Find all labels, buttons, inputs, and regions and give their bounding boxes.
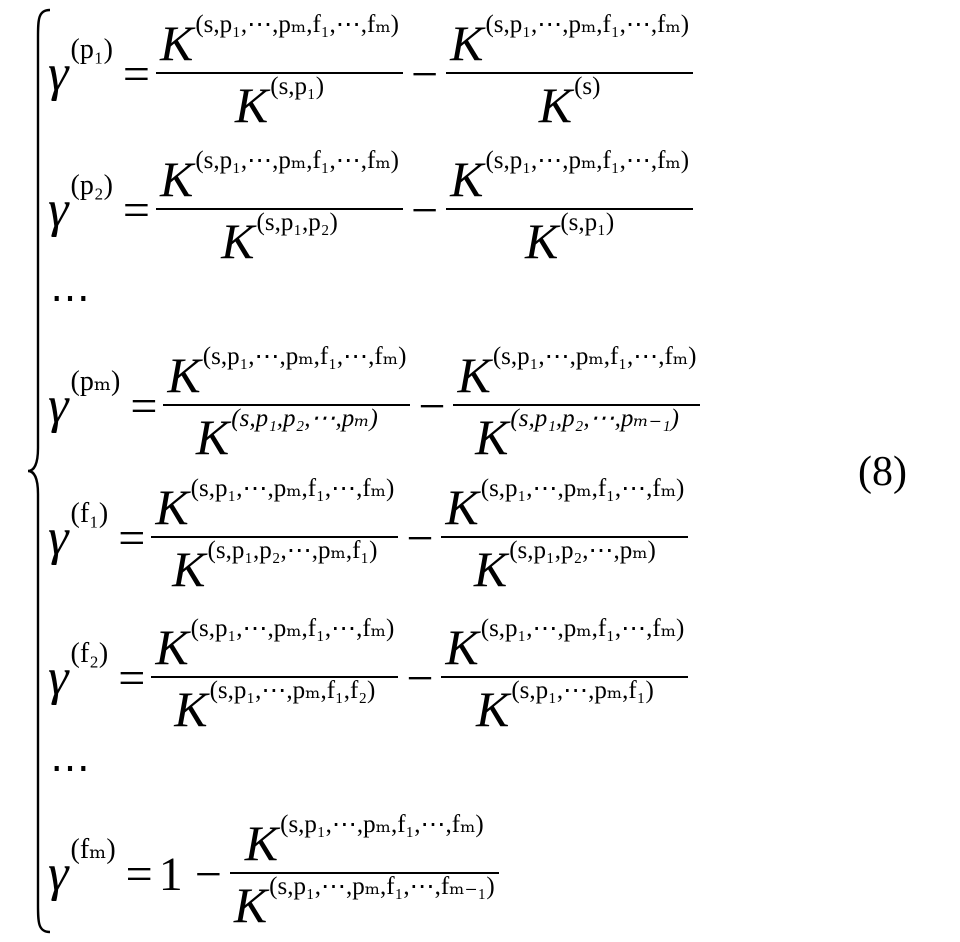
equals-sign: = xyxy=(122,183,150,237)
gamma-superscript: (pₘ) xyxy=(70,366,121,397)
fraction: K (s,p₁,⋯,pₘ,f₁,⋯,fₘ) K (s,p₁,⋯,pₘ,f₁,⋯,fₘ₋₁) xyxy=(230,818,499,930)
equation-row-fm: γ (fₘ) = 1 − K (s,p₁,⋯,pₘ,f₁,⋯,fₘ) K (s,p₁,⋯,pₘ,f₁,⋯,fₘ₋₁) xyxy=(48,810,499,938)
denominator-superscript: (s,p₁,⋯,pₘ,f₁,⋯,fₘ₋₁) xyxy=(269,873,495,900)
minus-sign: − xyxy=(406,511,434,565)
numerator-superscript: (s,p₁,⋯,pₘ,f₁,⋯,fₘ) xyxy=(190,615,395,642)
numerator-superscript: (s,p₁,⋯,pₘ,f₁,⋯,fₘ) xyxy=(480,475,685,502)
denominator-superscript: (s,p₁) xyxy=(560,209,615,236)
numerator-superscript: (s,p₁,⋯,pₘ,f₁,⋯,fₘ) xyxy=(195,11,399,38)
gamma-superscript: (p₁) xyxy=(70,34,113,65)
equation-row-pm: γ (pₘ) = K (s,p₁,⋯,pₘ,f₁,⋯,fₘ) K (s,p₁,p₂,⋯,pₘ) − K (s,p₁,⋯,pₘ,f₁,⋯,fₘ) K (s,p₁,p₂,⋯,pₘ₋₁) xyxy=(48,342,700,470)
fraction-1: K (s,p₁,⋯,pₘ,f₁,⋯,fₘ) K (s,p₁,p₂,⋯,pₘ) xyxy=(163,350,410,462)
equals-sign: = xyxy=(118,651,146,705)
gamma-superscript: (f₁) xyxy=(70,498,109,529)
equals-sign: = xyxy=(122,47,150,101)
equals-sign: = xyxy=(130,379,158,433)
equation-row-f2: γ (f₂) = K (s,p₁,⋯,pₘ,f₁,⋯,fₘ) K (s,p₁,⋯,pₘ,f₁,f₂) − K (s,p₁,⋯,pₘ,f₁,⋯,fₘ) K (s,p₁,⋯,pₘ,f₁) xyxy=(48,614,688,742)
fraction-2: K (s,p₁,⋯,pₘ,f₁,⋯,fₘ) K (s,p₁,⋯,pₘ,f₁) xyxy=(441,622,688,734)
denominator-superscript: (s,p₁) xyxy=(270,73,325,100)
numerator-superscript: (s,p₁,⋯,pₘ,f₁,⋯,fₘ) xyxy=(195,147,399,174)
gamma-superscript: (p₂) xyxy=(70,170,113,201)
fraction-2: K (s,p₁,⋯,pₘ,f₁,⋯,fₘ) K (s,p₁,p₂,⋯,pₘ) xyxy=(441,482,688,594)
numerator-superscript: (s,p₁,⋯,pₘ,f₁,⋯,fₘ) xyxy=(485,11,690,38)
ellipsis: ⋯ xyxy=(50,745,92,790)
gamma-superscript: (f₂) xyxy=(70,638,109,669)
gamma-superscript: (fₘ) xyxy=(70,834,116,865)
minus-sign: − xyxy=(411,183,439,237)
minus-sign: − xyxy=(406,651,434,705)
numerator-superscript: (s,p₁,⋯,pₘ,f₁,⋯,fₘ) xyxy=(190,475,395,502)
fraction-2: K (s,p₁,⋯,pₘ,f₁,⋯,fₘ) K (s) xyxy=(446,18,693,130)
numerator-superscript: (s,p₁,⋯,pₘ,f₁,⋯,fₘ) xyxy=(280,811,484,838)
minus-sign: − xyxy=(418,379,446,433)
denominator-superscript: (s) xyxy=(574,73,601,100)
equals-sign: = xyxy=(118,511,146,565)
fraction-1: K (s,p₁,⋯,pₘ,f₁,⋯,fₘ) K (s,p₁,p₂,⋯,pₘ,f₁) xyxy=(151,482,398,594)
numerator-superscript: (s,p₁,⋯,pₘ,f₁,⋯,fₘ) xyxy=(202,343,407,370)
numerator-superscript: (s,p₁,⋯,pₘ,f₁,⋯,fₘ) xyxy=(492,343,697,370)
denominator-superscript: (s,p₁,⋯,pₘ,f₁,f₂) xyxy=(209,677,376,704)
equation-number: (8) xyxy=(858,449,907,495)
fraction-1: K (s,p₁,⋯,pₘ,f₁,⋯,fₘ) K (s,p₁,p₂) xyxy=(156,154,403,266)
denominator-superscript: (s,p₁,⋯,pₘ,f₁) xyxy=(511,677,654,704)
denominator-superscript: (s,p₁,p₂,⋯,pₘ₋₁) xyxy=(510,405,679,432)
constant-one: 1 xyxy=(158,847,183,901)
denominator-superscript: (s,p₁,p₂,⋯,pₘ) xyxy=(231,405,378,432)
equals-sign: = xyxy=(125,847,153,901)
fraction-1: K (s,p₁,⋯,pₘ,f₁,⋯,fₘ) K (s,p₁) xyxy=(156,18,403,130)
equation-row-f1: γ (f₁) = K (s,p₁,⋯,pₘ,f₁,⋯,fₘ) K (s,p₁,p₂,⋯,pₘ,f₁) − K (s,p₁,⋯,pₘ,f₁,⋯,fₘ) K (s,p₁,p₂,⋯,pₘ) xyxy=(48,474,688,602)
minus-sign: − xyxy=(411,47,439,101)
denominator-superscript: (s,p₁,p₂,⋯,pₘ,f₁) xyxy=(207,537,378,564)
numerator-superscript: (s,p₁,⋯,pₘ,f₁,⋯,fₘ) xyxy=(485,147,690,174)
fraction-2: K (s,p₁,⋯,pₘ,f₁,⋯,fₘ) K (s,p₁) xyxy=(446,154,693,266)
ellipsis: ⋯ xyxy=(50,275,92,320)
numerator-superscript: (s,p₁,⋯,pₘ,f₁,⋯,fₘ) xyxy=(480,615,685,642)
denominator-superscript: (s,p₁,p₂,⋯,pₘ) xyxy=(509,537,656,564)
equation-row-p2: γ (p₂) = K (s,p₁,⋯,pₘ,f₁,⋯,fₘ) K (s,p₁,p₂) − K (s,p₁,⋯,pₘ,f₁,⋯,fₘ) K (s,p₁) xyxy=(48,146,693,274)
lhs: γ (p₁) xyxy=(48,34,113,102)
fraction-2: K (s,p₁,⋯,pₘ,f₁,⋯,fₘ) K (s,p₁,p₂,⋯,pₘ₋₁) xyxy=(453,350,700,462)
fraction-bar xyxy=(446,72,693,74)
minus-sign: − xyxy=(194,847,222,901)
denominator-superscript: (s,p₁,p₂) xyxy=(256,209,338,236)
equation-row-p1 xyxy=(48,10,693,138)
fraction-1: K (s,p₁,⋯,pₘ,f₁,⋯,fₘ) K (s,p₁,⋯,pₘ,f₁,f₂) xyxy=(151,622,398,734)
